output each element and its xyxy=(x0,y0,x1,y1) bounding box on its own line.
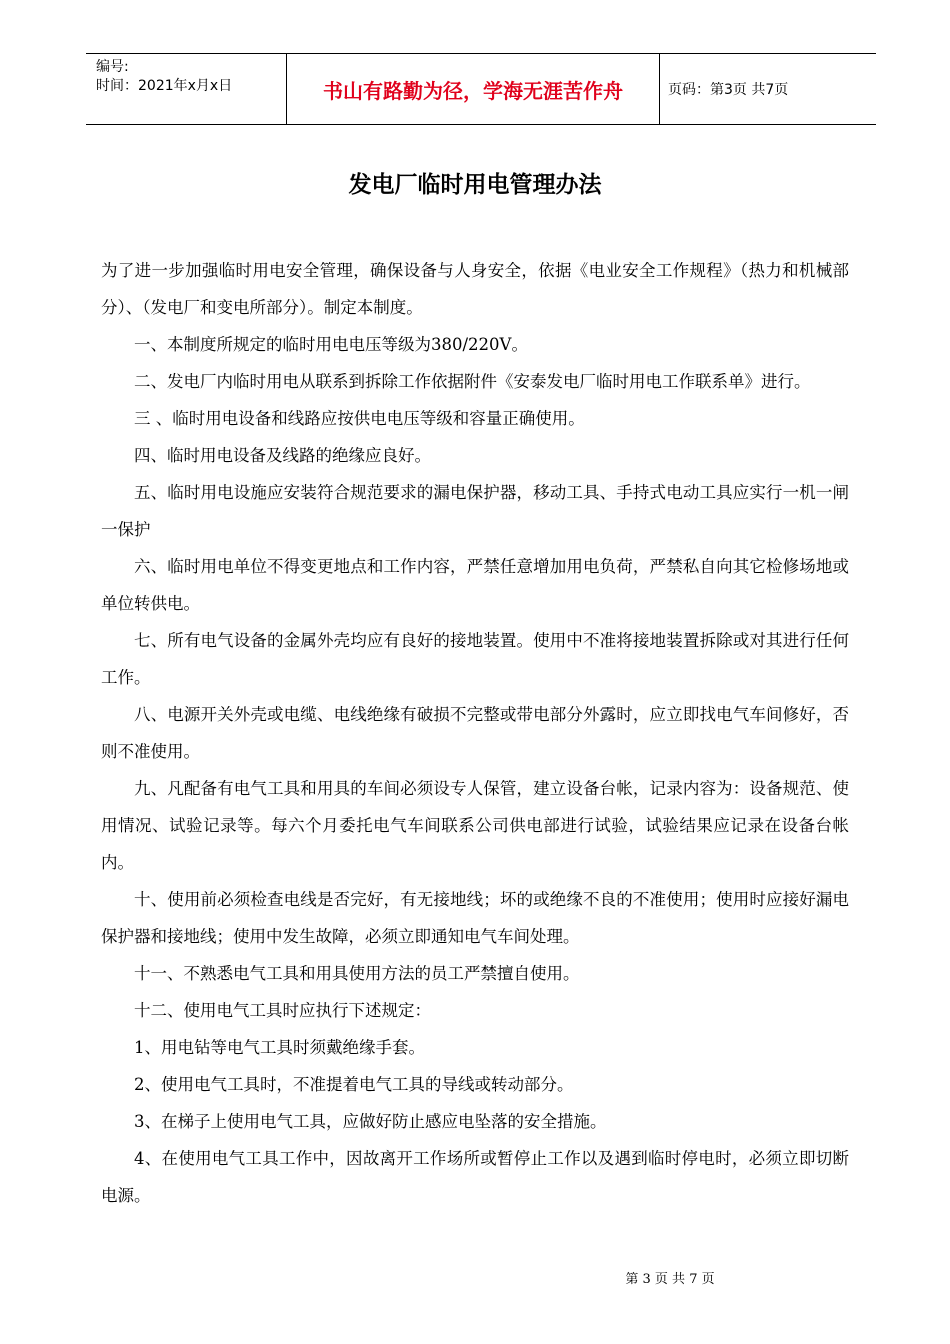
paragraph: 三 、临时用电设备和线路应按供电电压等级和容量正确使用。 xyxy=(134,409,585,428)
header-meta xyxy=(86,54,287,124)
page-footer xyxy=(0,1268,950,1287)
document-body xyxy=(101,252,849,1214)
paragraph: 四、临时用电设备及线路的绝缘应良好。 xyxy=(134,446,431,465)
list-item: 4、在使用电气工具工作中，因故离开工作场所或暂停止工作以及遇到临时停电时，必须立即切断电源。 xyxy=(101,1149,849,1205)
document-title: 发电厂临时用电管理办法 xyxy=(348,172,602,198)
paragraph: 二、发电厂内临时用电从联系到拆除工作依据附件《安泰发电厂临时用电工作联系单》进行。 xyxy=(134,372,811,391)
paragraph: 六、临时用电单位不得变更地点和工作内容，严禁任意增加用电负荷，严禁私自向其它检修场地或单位转供电。 xyxy=(101,557,849,613)
paragraph: 一、本制度所规定的临时用电电压等级为380/220V。 xyxy=(134,335,528,354)
header-motto: 书山有路勤为径，学海无涯苦作舟 xyxy=(287,54,660,124)
list-item: 1、用电钻等电气工具时须戴绝缘手套。 xyxy=(134,1038,425,1057)
paragraph: 十一、不熟悉电气工具和用具使用方法的员工严禁擅自使用。 xyxy=(134,964,580,983)
page-header xyxy=(86,53,876,125)
header-page-info: 页码：第3页 共7页 xyxy=(668,82,789,98)
paragraph: 七、所有电气设备的金属外壳均应有良好的接地装置。使用中不准将接地装置拆除或对其进行任何工作。 xyxy=(101,631,849,687)
list-item: 3、在梯子上使用电气工具，应做好防止感应电坠落的安全措施。 xyxy=(134,1112,607,1131)
paragraph: 八、电源开关外壳或电缆、电线绝缘有破损不完整或带电部分外露时，应立即找电气车间修好，否则不准使用。 xyxy=(101,705,849,761)
page-number: 第 3 页 共 7 页 xyxy=(625,1272,715,1287)
paragraph-intro: 为了进一步加强临时用电安全管理，确保设备与人身安全，依据《电业安全工作规程》（热力和机械部分）、（发电厂和变电所部分）。制定本制度。 xyxy=(101,261,849,317)
paragraph: 五、临时用电设施应安装符合规范要求的漏电保护器，移动工具、手持式电动工具应实行一机一闸一保护 xyxy=(101,483,849,539)
paragraph: 十二、使用电气工具时应执行下述规定： xyxy=(134,1001,431,1020)
document-date: 时间：2021年x月x日 xyxy=(96,78,233,94)
list-item: 2、使用电气工具时，不准提着电气工具的导线或转动部分。 xyxy=(134,1075,574,1094)
document-number-label: 编号: xyxy=(96,59,129,75)
paragraph: 九、凡配备有电气工具和用具的车间必须设专人保管，建立设备台帐，记录内容为：设备规范、使用情况、试验记录等。每六个月委托电气车间联系公司供电部进行试验，试验结果应记录在设备台帐内。 xyxy=(101,779,849,872)
paragraph: 十、使用前必须检查电线是否完好，有无接地线；坏的或绝缘不良的不准使用；使用时应接好漏电保护器和接地线；使用中发生故障，必须立即通知电气车间处理。 xyxy=(101,890,849,946)
